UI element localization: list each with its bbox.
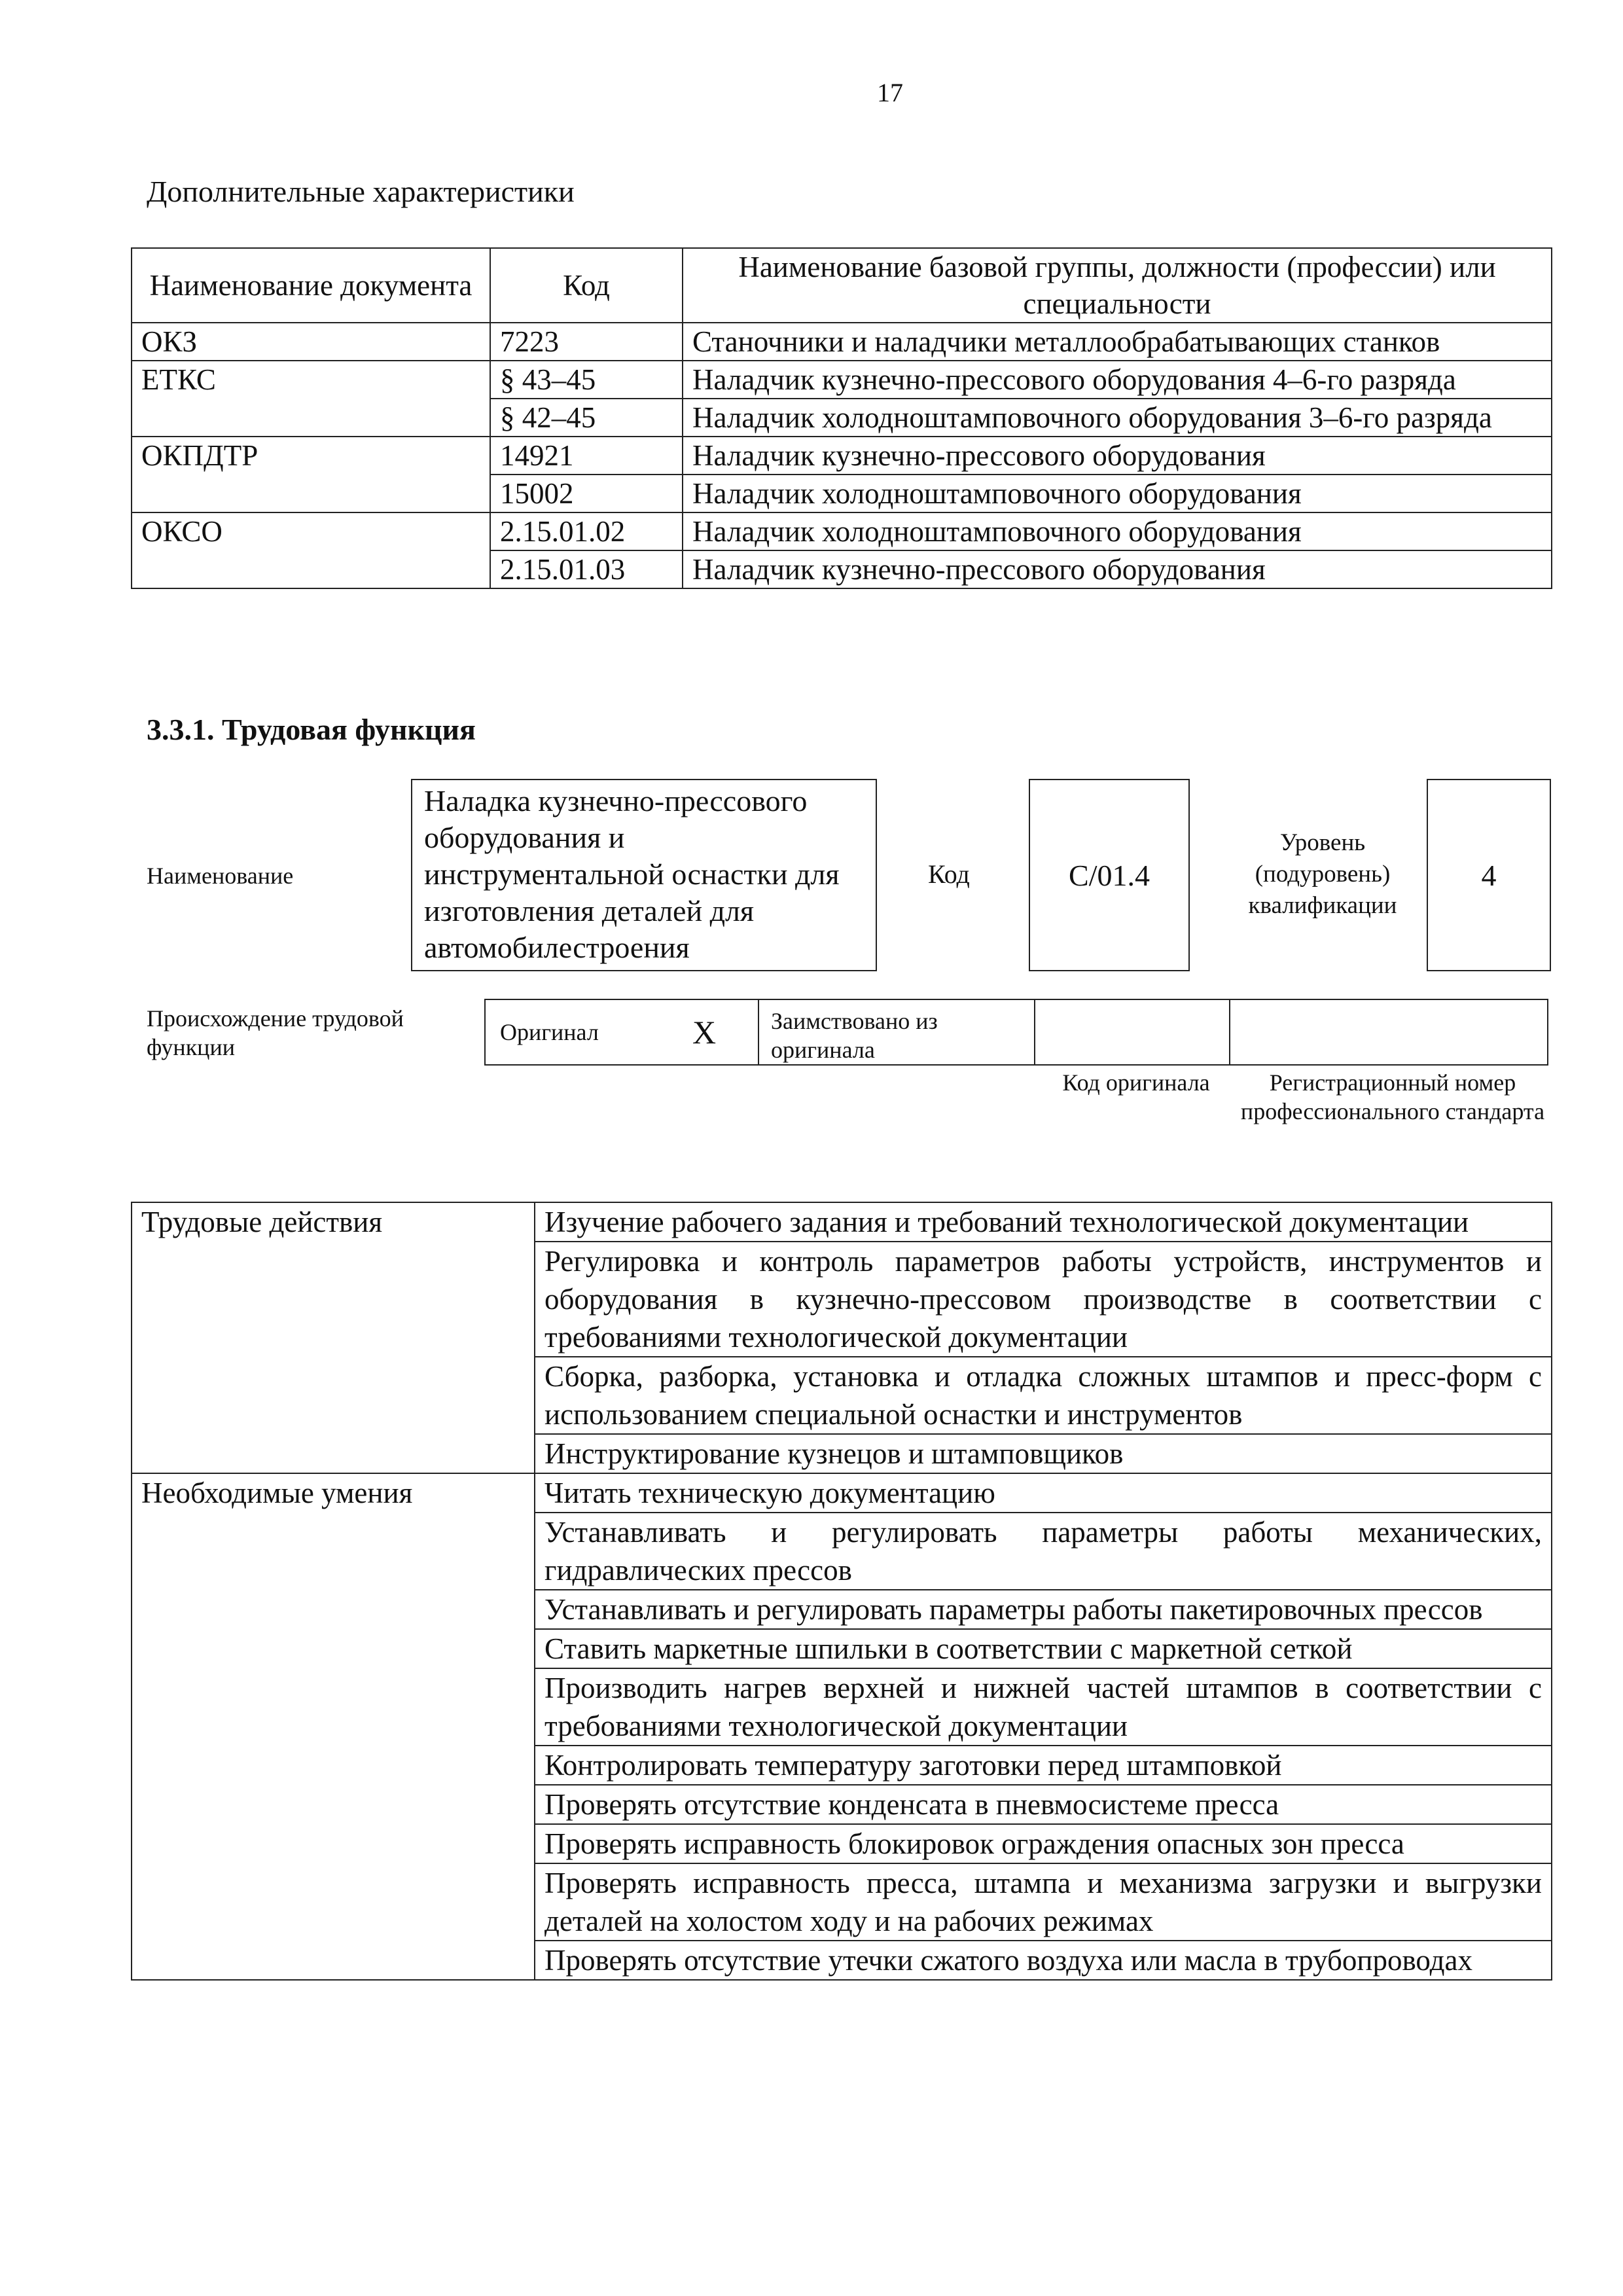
function-name-value: Наладка кузнечно-прессового оборудования и инструментальной оснастки для изготовления деталей для автомобилестроения bbox=[411, 779, 877, 971]
table-row bbox=[132, 437, 1552, 475]
table-row bbox=[132, 323, 1552, 361]
row-code: 15002 bbox=[490, 475, 683, 512]
origin-label: Происхождение трудовой функции bbox=[147, 1005, 404, 1060]
row-code: 2.15.01.03 bbox=[490, 550, 683, 588]
function-heading: 3.3.1. Трудовая функция bbox=[147, 713, 476, 746]
labor-action-item: Инструктирование кузнецов и штамповщиков bbox=[535, 1434, 1552, 1473]
origin-mark: Х bbox=[692, 1014, 717, 1050]
header-document: Наименование документа bbox=[132, 248, 490, 323]
labor-action-item: Регулировка и контроль параметров работы устройств, инструментов и оборудования в кузнечно-прессовом производстве в соответствии с требованиями технологической документации bbox=[535, 1242, 1552, 1357]
row-name: Наладчик кузнечно-прессового оборудования 4–6-го разряда bbox=[683, 361, 1552, 399]
origin-strip bbox=[486, 999, 1551, 1066]
row-document: ОКЗ bbox=[132, 323, 490, 361]
table-row bbox=[132, 1473, 1552, 1513]
origin-original-cell bbox=[484, 999, 759, 1066]
work-functions-table bbox=[131, 1202, 1552, 1981]
table-row bbox=[132, 361, 1552, 399]
skill-item: Контролировать температуру заготовки перед штамповкой bbox=[535, 1746, 1552, 1785]
characteristics-table bbox=[131, 247, 1552, 589]
header-code: Код bbox=[490, 248, 683, 323]
original-code-cell bbox=[1034, 999, 1230, 1066]
table-row bbox=[132, 512, 1552, 550]
origin-borrowed-cell: Заимствовано из оригинала bbox=[758, 999, 1035, 1066]
code-label: Код bbox=[928, 859, 970, 889]
registration-number-caption: Регистрационный номер профессионального стандарта bbox=[1240, 1069, 1545, 1124]
row-name: Наладчик холодноштамповочного оборудования bbox=[683, 512, 1552, 550]
skill-item: Ставить маркетные шпильки в соответствии с маркетной сеткой bbox=[535, 1629, 1552, 1668]
skill-item: Проверять исправность блокировок ограждения опасных зон пресса bbox=[535, 1824, 1552, 1863]
row-document: ОКСО bbox=[132, 512, 490, 588]
skill-item: Производить нагрев верхней и нижней частей штампов в соответствии с требованиями технологической документации bbox=[535, 1668, 1552, 1746]
row-code: § 43–45 bbox=[490, 361, 683, 399]
row-name: Наладчик кузнечно-прессового оборудования bbox=[683, 550, 1552, 588]
labor-actions-label: Трудовые действия bbox=[132, 1202, 535, 1473]
registration-number-cell bbox=[1229, 999, 1548, 1066]
skill-item: Проверять отсутствие конденсата в пневмосистеме пресса bbox=[535, 1785, 1552, 1824]
row-code: 14921 bbox=[490, 437, 683, 475]
required-skills-label: Необходимые умения bbox=[132, 1473, 535, 1980]
row-name: Станочники и наладчики металлообрабатывающих станков bbox=[683, 323, 1552, 361]
original-code-caption: Код оригинала bbox=[1062, 1069, 1210, 1096]
header-name: Наименование базовой группы, должности (профессии) или специальности bbox=[683, 248, 1552, 323]
skill-item: Устанавливать и регулировать параметры работы механических, гидравлических прессов bbox=[535, 1513, 1552, 1590]
labor-action-item: Сборка, разборка, установка и отладка сложных штампов и пресс-форм с использованием специальной оснастки и инструментов bbox=[535, 1357, 1552, 1434]
row-code: § 42–45 bbox=[490, 399, 683, 437]
table-header-row bbox=[132, 248, 1552, 323]
skill-item: Проверять отсутствие утечки сжатого воздуха или масла в трубопроводах bbox=[535, 1941, 1552, 1980]
name-label: Наименование bbox=[147, 863, 294, 889]
section-title: Дополнительные характеристики bbox=[147, 175, 575, 208]
row-name: Наладчик кузнечно-прессового оборудования bbox=[683, 437, 1552, 475]
row-name: Наладчик холодноштамповочного оборудования bbox=[683, 475, 1552, 512]
skill-item: Проверять исправность пресса, штампа и механизма загрузки и выгрузки деталей на холостом ходу и на рабочих режимах bbox=[535, 1863, 1552, 1941]
qualification-level-value: 4 bbox=[1427, 779, 1551, 971]
table-row bbox=[132, 1202, 1552, 1242]
origin-original-label: Оригинал bbox=[500, 1019, 599, 1045]
function-code-value: С/01.4 bbox=[1029, 779, 1190, 971]
row-code: 7223 bbox=[490, 323, 683, 361]
labor-action-item: Изучение рабочего задания и требований технологической документации bbox=[535, 1202, 1552, 1242]
row-code: 2.15.01.02 bbox=[490, 512, 683, 550]
row-document: ОКПДТР bbox=[132, 437, 490, 512]
row-name: Наладчик холодноштамповочного оборудования 3–6-го разряда bbox=[683, 399, 1552, 437]
skill-item: Устанавливать и регулировать параметры работы пакетировочных прессов bbox=[535, 1590, 1552, 1629]
page-number: 17 bbox=[877, 78, 903, 107]
row-document: ЕТКС bbox=[132, 361, 490, 437]
skill-item: Читать техническую документацию bbox=[535, 1473, 1552, 1513]
qualification-level-label: Уровень (подуровень) квалификации bbox=[1248, 829, 1397, 919]
